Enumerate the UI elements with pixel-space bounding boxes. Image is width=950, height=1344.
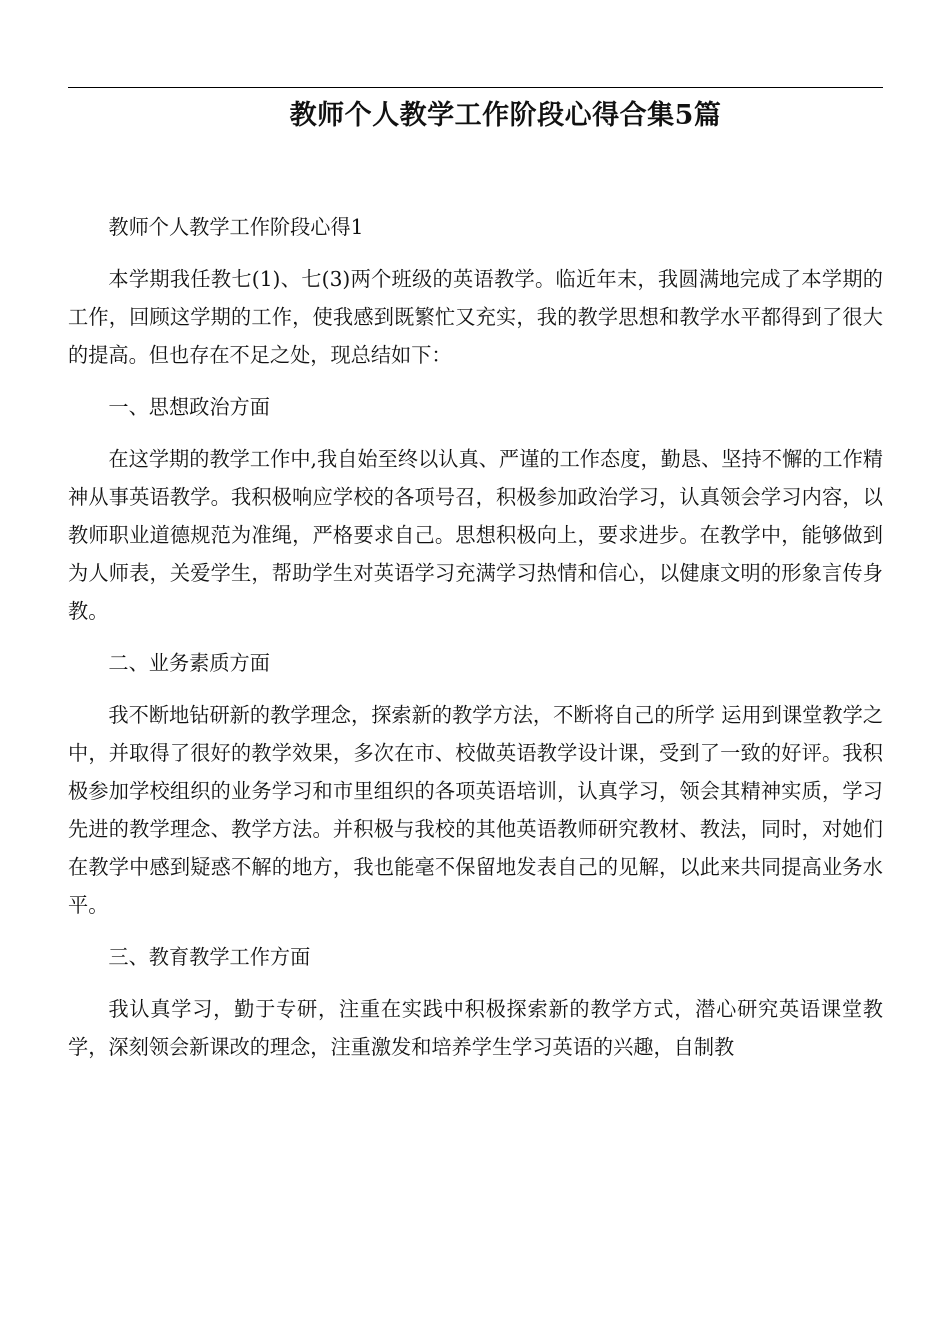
paragraph: 在这学期的教学工作中,我自始至终以认真、严谨的工作态度，勤恳、坚持不懈的工作精神从事英语教学。我积极响应学校的各项号召，积极参加政治学习，认真领会学习内容，以教师职业道德规范为准绳，严格要求自己。思想积极向上，要求进步。在教学中，能够做到为人师表，关爱学生，帮助学生对英语学习充满学习热情和信心，以健康文明的形象言传身教。 [68, 447, 883, 623]
document-body [68, 208, 883, 1080]
section-heading: 三、教育教学工作方面 [108, 945, 311, 969]
document-title: 教师个人教学工作阶段心得合集5篇 [289, 100, 722, 131]
header-rule [68, 87, 883, 88]
paragraph: 我认真学习，勤于专研，注重在实践中积极探索新的教学方式，潜心研究英语课堂教学，深刻领会新课改的理念，注重激发和培养学生学习英语的兴趣，自制教 [68, 997, 883, 1059]
section-heading: 教师个人教学工作阶段心得1 [108, 215, 364, 239]
paragraph: 我不断地钻研新的教学理念，探索新的教学方法，不断将自己的所学 运用到课堂教学之中，并取得了很好的教学效果，多次在市、校做英语教学设计课，受到了一致的好评。我积极参加学校组织的业务学习和市里组织的各项英语培训，认真学习，领会其精神实质，学习先进的教学理念、教学方法。并积极与我校的其他英语教师研究教材、教法，同时，对她们在教学中感到疑惑不解的地方，我也能毫不保留地发表自己的见解，以此来共同提高业务水平。 [68, 703, 883, 917]
section-heading: 二、业务素质方面 [108, 651, 270, 675]
paragraph: 本学期我任教七(1)、七(3)两个班级的英语教学。临近年末，我圆满地完成了本学期的工作，回顾这学期的工作，使我感到既繁忙又充实，我的教学思想和教学水平都得到了很大的提高。但也存在不足之处，现总结如下： [68, 267, 883, 367]
section-heading: 一、思想政治方面 [108, 395, 270, 419]
